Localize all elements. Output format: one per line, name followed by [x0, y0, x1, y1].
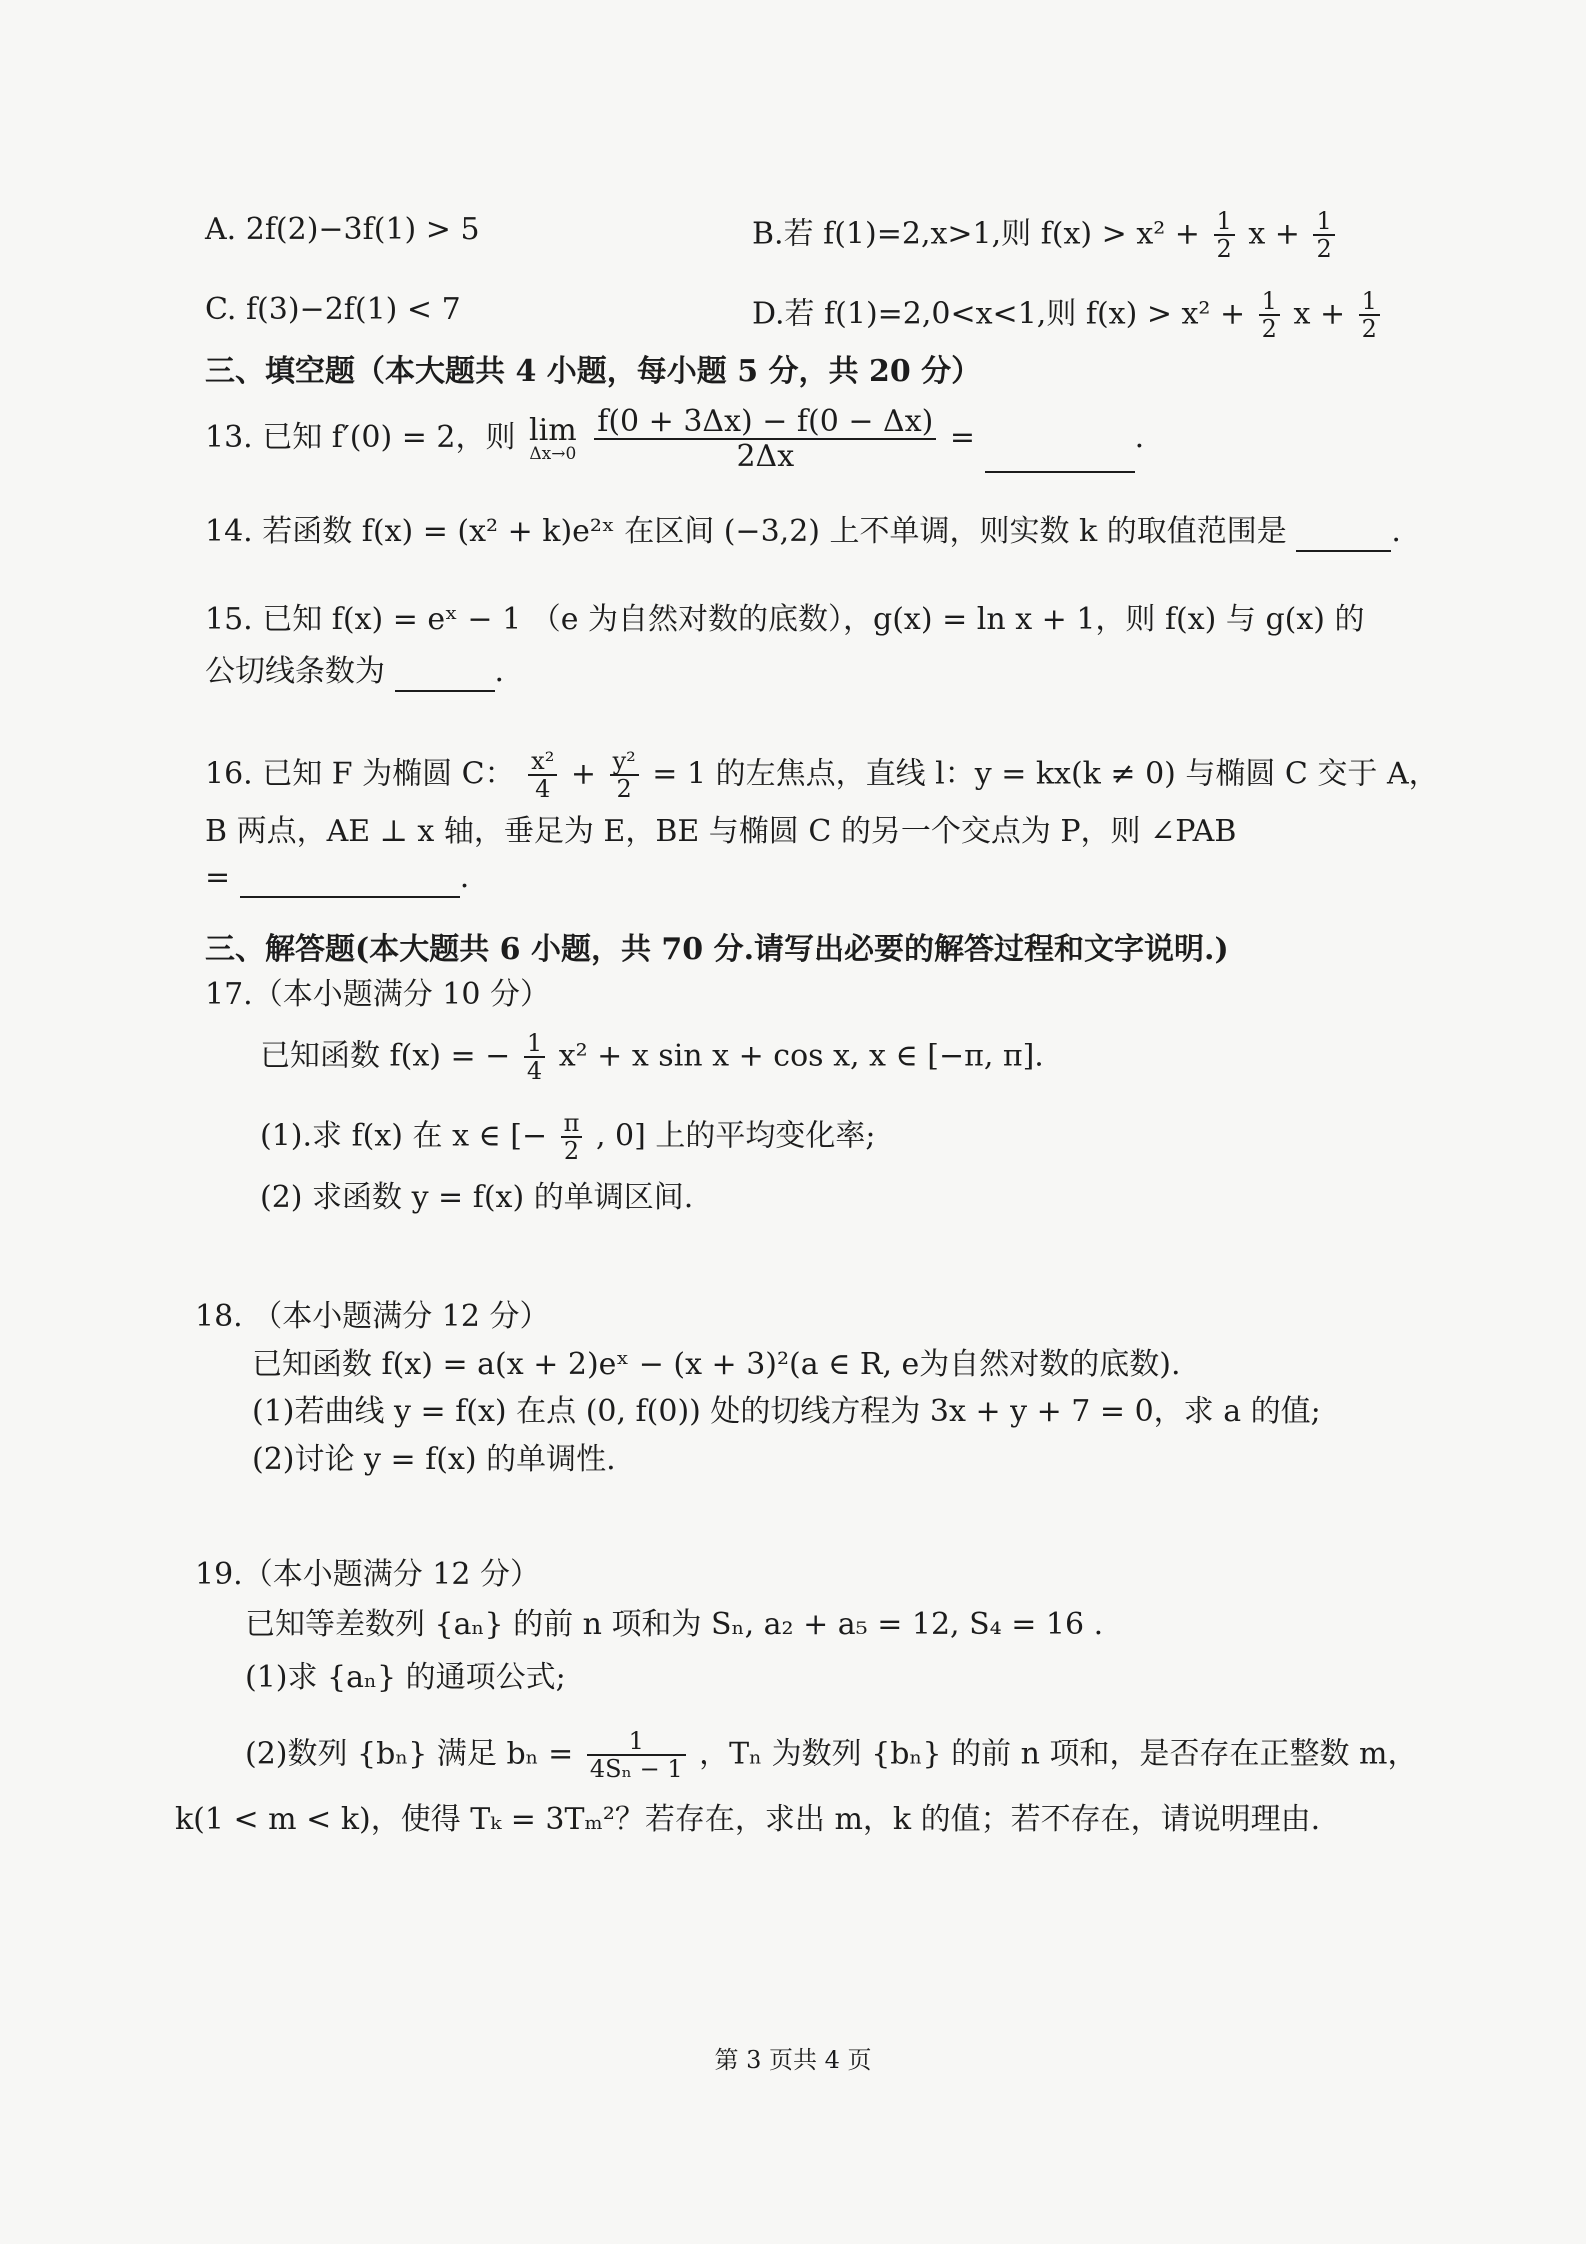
fraction-x2-over-4: $\frac{\text{x²}}{4}$: [528, 748, 557, 803]
question-17-part2: (2) 求函数 y = f(x) 的单调区间.: [260, 1180, 694, 1215]
answer-blank[interactable]: [240, 866, 460, 898]
question-14: [205, 512, 1401, 552]
question-17-function: [260, 1030, 1044, 1085]
fraction-bn: $\frac{1}{\text{4Sₙ − 1}}$: [587, 1728, 686, 1783]
q19-p2-suffix: ，Tₙ 为数列 {bₙ} 的前 n 项和，是否存在正整数 m，: [699, 1736, 1418, 1772]
option-c: C. f(3)−2f(1) < 7: [205, 292, 461, 327]
q14-end: .: [1391, 514, 1401, 549]
q14-text: 14. 若函数 f(x) = (x² + k)e²ˣ 在区间 (−3,2) 上不单调，则实数 k 的取值范围是: [205, 514, 1287, 549]
q16-plus: +: [570, 756, 597, 792]
q16-suffix: = 1 的左焦点，直线 l：y = kx(k ≠ 0) 与椭圆 C 交于 A，: [652, 756, 1439, 792]
q19-p2-prefix: (2)数列 {bₙ} 满足 bₙ =: [245, 1736, 574, 1772]
option-b: [752, 208, 1339, 263]
question-16-line1: [205, 748, 1439, 803]
question-16-line3: [205, 858, 469, 898]
question-19-part1: (1)求 {aₙ} 的通项公式;: [245, 1660, 566, 1695]
question-19-part2: [245, 1728, 1418, 1783]
question-18-header: 18. （本小题满分 12 分）: [195, 1299, 550, 1334]
option-b-text: B.若 f(1)=2,x>1,则 f(x) > x² +: [752, 216, 1200, 252]
limit-notation: lim Δx→0: [529, 412, 577, 464]
q17-p1-suffix: , 0] 上的平均变化率;: [595, 1118, 876, 1154]
fraction-half: $\frac{1}{2}$: [1259, 288, 1280, 343]
question-17-header: 17.（本小题满分 10 分）: [205, 977, 550, 1012]
section-solve-title: 三、解答题(本大题共 6 小题，共 70 分.请写出必要的解答过程和文字说明.): [205, 932, 1229, 967]
question-17-part1: [260, 1110, 876, 1165]
q17-fn-prefix: 已知函数 f(x) = −: [260, 1038, 511, 1074]
question-15-line1: 15. 已知 f(x) = eˣ − 1 （e 为自然对数的底数），g(x) = ln x + 1，则 f(x) 与 g(x) 的: [205, 602, 1365, 637]
answer-blank[interactable]: [1296, 520, 1391, 552]
answer-blank[interactable]: [395, 660, 495, 692]
question-19-header: 19.（本小题满分 12 分）: [195, 1557, 540, 1592]
question-18-function: 已知函数 f(x) = a(x + 2)eˣ − (x + 3)²(a ∈ R, e为自然对数的底数).: [252, 1347, 1181, 1382]
section-fill-blank-title: 三、填空题（本大题共 4 小题，每小题 5 分，共 20 分）: [205, 354, 982, 389]
q17-p1-prefix: (1).求 f(x) 在 x ∈ [−: [260, 1118, 548, 1154]
question-18-part2: (2)讨论 y = f(x) 的单调性.: [252, 1442, 616, 1477]
q13-end: .: [1134, 420, 1145, 455]
fraction-y2-over-2: $\frac{\text{y²}}{2}$: [610, 748, 639, 803]
fraction-half: $\frac{1}{2}$: [1214, 208, 1235, 263]
question-19-part2-line2: k(1 < m < k)，使得 Tₖ = 3Tₘ²？若存在，求出 m，k 的值；若不存在，请说明理由.: [175, 1802, 1321, 1837]
q15-text: 公切线条数为: [205, 654, 385, 689]
q16-prefix: 16. 已知 F 为椭圆 C：: [205, 756, 515, 792]
question-16-line2: B 两点，AE ⊥ x 轴，垂足为 E，BE 与椭圆 C 的另一个交点为 P，则 ∠PAB: [205, 814, 1237, 849]
option-b-xplus: x +: [1248, 216, 1300, 252]
fraction-pi-over-2: $\frac{\pi}{2}$: [561, 1110, 583, 1165]
option-d-text: D.若 f(1)=2,0<x<1,则 f(x) > x² +: [752, 296, 1246, 332]
question-19-function: 已知等差数列 {aₙ} 的前 n 项和为 Sₙ, a₂ + a₅ = 12, S₄ = 16 .: [245, 1607, 1104, 1642]
question-15-line2: [205, 652, 504, 692]
q13-equals: =: [949, 420, 976, 455]
option-a: A. 2f(2)−3f(1) > 5: [205, 212, 480, 247]
q15-end: .: [494, 654, 505, 689]
question-13: [205, 405, 1144, 473]
q16-end: .: [459, 860, 470, 895]
answer-blank[interactable]: [985, 441, 1135, 473]
q16-equals: =: [205, 860, 231, 895]
option-d-xplus: x +: [1293, 296, 1346, 332]
fraction-half: $\frac{1}{2}$: [1313, 208, 1334, 263]
q13-fraction: $\frac{f(0 + 3\Delta x) - f(0 - \Delta x)}{2\Delta x}$: [594, 405, 936, 473]
q13-prefix: 13. 已知 f′(0) = 2，则: [205, 420, 516, 455]
fraction-one-quarter: $\frac{1}{4}$: [524, 1030, 545, 1085]
q17-fn-suffix: x² + x sin x + cos x, x ∈ [−π, π].: [558, 1038, 1044, 1074]
fraction-half: $\frac{1}{2}$: [1359, 288, 1380, 343]
page-number: 第 3 页共 4 页: [714, 2046, 872, 2074]
question-18-part1: (1)若曲线 y = f(x) 在点 (0, f(0)) 处的切线方程为 3x + y + 7 = 0，求 a 的值;: [252, 1394, 1321, 1429]
option-d: [752, 288, 1384, 343]
